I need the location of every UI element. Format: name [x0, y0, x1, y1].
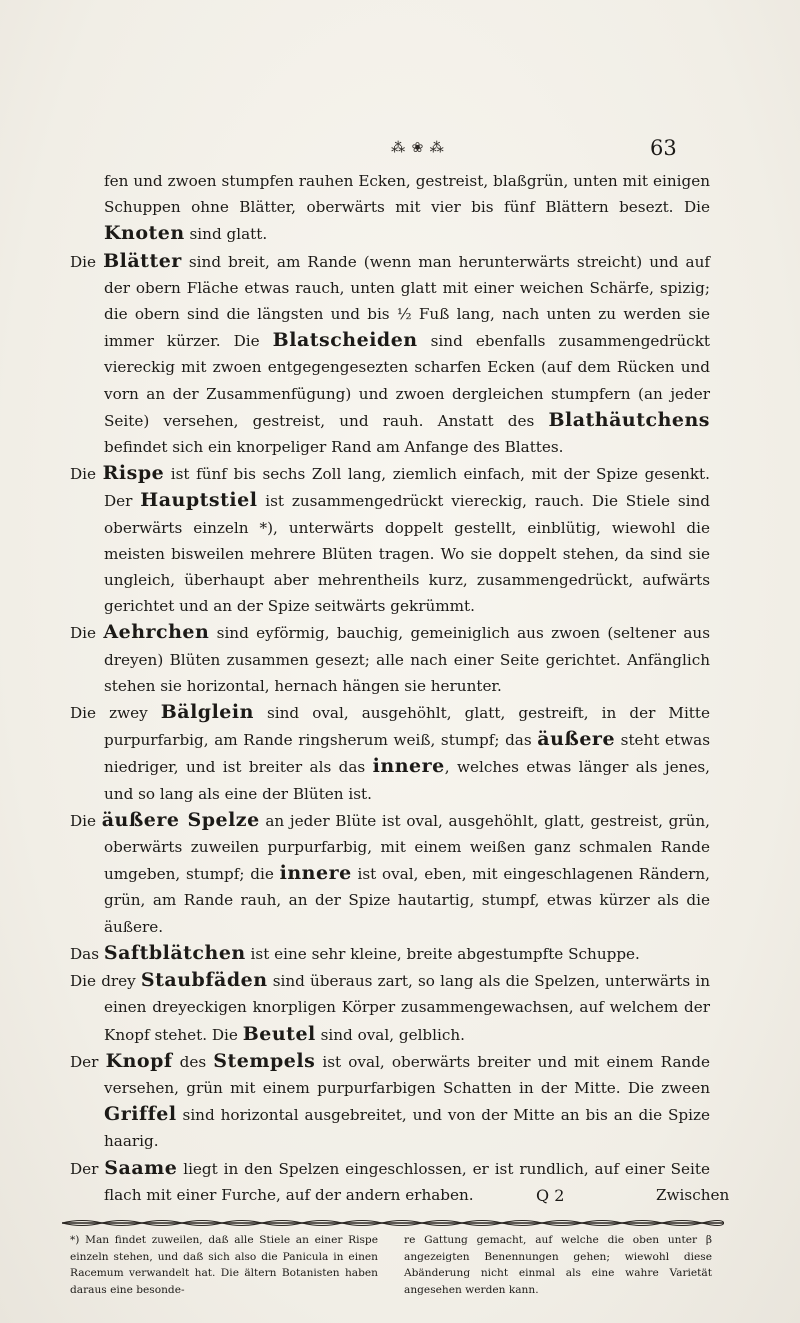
paragraph-text: Die	[70, 811, 102, 830]
paragraph	[70, 967, 710, 1048]
paragraph-text: Die	[70, 465, 103, 484]
paragraph-text: sind oval, ausgehöhlt, glatt, gestreift, in der Mitte purpurfarbig, am Rande ringsherum weiß, stumpf; das	[104, 704, 711, 750]
footnote-right-column: re Gattung gemacht, auf welche die oben unter β angezeigten Benennungen gehen; wiewohl diese Abänderung nicht einmal als eine wahre Varietät angesehen werden kann.	[404, 1234, 712, 1296]
paragraph-text: ist eine sehr kleine, breite abgestumpfte Schuppe.	[245, 944, 640, 963]
botanical-term: Beutel	[242, 1022, 316, 1045]
paragraph	[70, 699, 710, 807]
botanical-term: Saftblätchen	[103, 941, 246, 964]
botanical-term: Hauptstiel	[140, 489, 258, 512]
paragraph-text: sind oval, gelblich.	[315, 1025, 465, 1044]
paragraph-text: , welches etwas länger als jenes, und so lang als eine der Blüten ist.	[104, 758, 711, 803]
paragraph-text: steht etwas niedriger, und ist breiter als das	[104, 731, 710, 777]
paragraph-text: sind horizontal ausgebreitet, und von der Mitte an bis an die Spize haarig.	[104, 1106, 710, 1151]
botanical-term: äußere Spelze	[101, 808, 260, 831]
main-text	[70, 168, 710, 1208]
botanical-term: Stempels	[213, 1049, 316, 1072]
paragraph-text: an jeder Blüte ist oval, ausgehöhlt, glatt, gestreist, grün, oberwärts zuweilen purpurfarbig, mit einem weißen ganz schmalen Rande umgeben, stumpf; die	[104, 811, 710, 884]
paragraph	[70, 168, 710, 248]
paragraph-text: liegt in den Spelzen eingeschlossen, er ist rundlich, auf einer Seite flach mit einer Furche, auf der andern erhaben.	[104, 1159, 710, 1204]
paragraph	[70, 940, 710, 967]
paragraph-text: Der	[70, 1052, 106, 1071]
paragraph-text: Die zwey	[70, 704, 161, 723]
botanical-term: Blätter	[103, 249, 182, 272]
paragraph-text: sind ebenfalls zusammengedrückt viereckig mit zwoen entgegengesezten scharfen Ecken (auf dem Rücken und vorn an der Zusammenfügung) und zwoen dergleichen stumpfern (an jeder Seite) versehen, gestreist, und rauh. Anstatt des	[104, 332, 710, 430]
paragraph-text: sind glatt.	[184, 225, 268, 244]
paragraph-text: Das	[70, 944, 104, 963]
signature-line	[70, 1186, 730, 1212]
paragraph	[70, 807, 710, 940]
botanical-term: Knopf	[105, 1049, 173, 1072]
footnote-rule	[62, 1218, 724, 1228]
paragraph	[70, 1048, 710, 1155]
paragraph-text: Die drey	[70, 972, 141, 991]
paragraph-text: sind überaus zart, so lang als die Spelzen, unterwärts in einen dreyeckigen knorpligen Körper zusammengewachsen, auf welchem der Knopf stehet. Die	[104, 972, 710, 1044]
paragraph-text: Die	[70, 624, 104, 643]
paragraph-text: ist oval, oberwärts breiter und mit einem Rande versehen, grün mit einem purpurfarbigen Schatten in der Mitte. Die zween	[104, 1052, 710, 1097]
botanical-term: Rispe	[102, 462, 165, 485]
botanical-term: Staubfäden	[140, 969, 268, 992]
footnote-left-column: *) Man findet zuweilen, daß alle Stiele an einer Rispe einzeln stehen, und daß sich also die Panicula in einen Racemum verwandelt hat. Die ältern Botanisten haben daraus eine besonde-	[70, 1234, 378, 1296]
catchword: Zwischen	[656, 1186, 730, 1204]
paragraph	[70, 248, 710, 461]
botanical-term: äußere	[537, 728, 616, 751]
botanical-term: Knoten	[104, 222, 185, 245]
paragraph-text: Die	[70, 252, 104, 271]
paragraph-text: befindet sich ein knorpeliger Rand am Anfange des Blattes.	[104, 438, 564, 457]
paragraph-text: ist zusammengedrückt viereckig, rauch. Die Stiele sind oberwärts einzeln *), unterwärts doppelt gestellt, einblütig, wiewohl die meisten bisweilen mehrere Blüten tragen. Wo sie doppelt stehen, da sind sie ungleich, überhaupt aber mehrentheils kurz, zusammengedrückt, aufwärts gerichtet und an der Spize seitwärts gekrümmt.	[104, 492, 710, 616]
page-header	[0, 136, 800, 166]
botanical-term: Bälglein	[160, 701, 254, 724]
paragraph-text: Der	[70, 1159, 105, 1178]
paragraph-text: fen und zwoen stumpfen rauhen Ecken, gestreist, blaßgrün, unten mit einigen Schuppen ohne Blätter, oberwärts mit vier bis fünf Blättern besezt. Die	[104, 172, 710, 217]
paragraph	[70, 619, 710, 699]
paragraph-text: sind eyförmig, bauchig, gemeiniglich aus zwoen (seltener aus dreyen) Blüten zusammen gesezt; alle nach einer Seite gerichtet. Anfänglich stehen sie horizontal, hernach hängen sie herunter.	[104, 624, 710, 695]
ornamental-rule-icon	[62, 1218, 724, 1228]
botanical-term: innere	[372, 755, 445, 778]
botanical-term: Blathäutchens	[548, 408, 710, 431]
paragraph	[70, 460, 710, 619]
paragraph-text: des	[172, 1052, 214, 1071]
paragraph-text: ist fünf bis sechs Zoll lang, ziemlich einfach, mit der Spize gesenkt. Der	[104, 465, 710, 511]
botanical-term: Saame	[104, 1156, 178, 1179]
printer-signature: Q 2	[536, 1186, 565, 1205]
header-ornament: ⁂ ❀ ⁂	[391, 140, 445, 156]
paragraph-text: ist oval, eben, mit eingeschlagenen Rändern, grün, am Rande rauh, an der Spize hautartig, stumpf, etwas kürzer als die äußere.	[104, 865, 710, 936]
botanical-term: Aehrchen	[103, 621, 210, 644]
page-number: 63	[650, 136, 677, 160]
botanical-term: innere	[279, 862, 352, 885]
botanical-term: Griffel	[104, 1103, 177, 1126]
botanical-term: Blatscheiden	[272, 329, 418, 352]
paragraph-text: sind breit, am Rande (wenn man herunterwärts streicht) und auf der obern Fläche etwas rauch, unten glatt mit einer weichen Schärfe, spizig; die obern sind die längsten und bis ½ Fuß lang, nach unten zu werden sie immer kürzer. Die	[104, 252, 710, 351]
